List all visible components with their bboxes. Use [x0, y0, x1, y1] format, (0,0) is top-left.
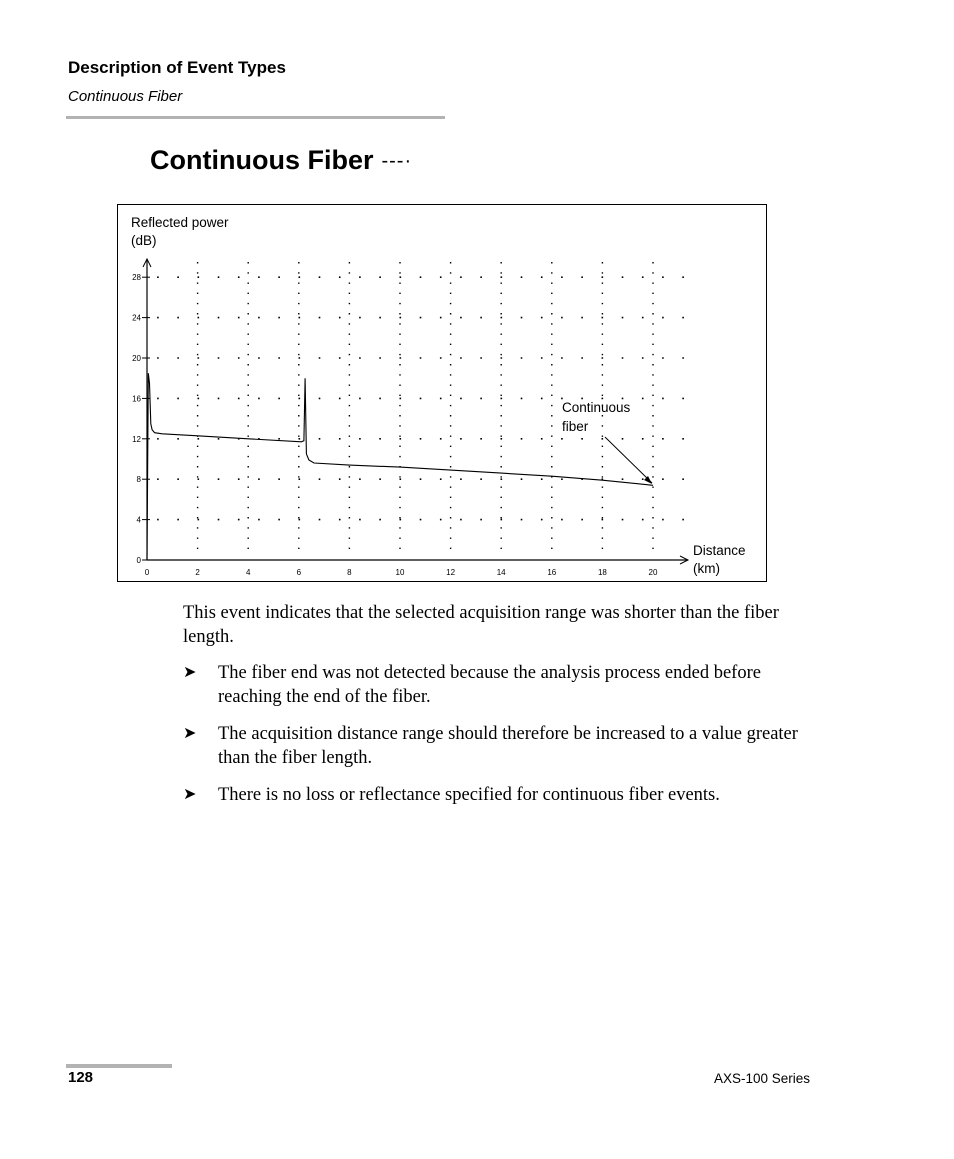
- annotation-pointer: [605, 437, 652, 483]
- continuous-fiber-event-icon: ---·: [381, 150, 413, 173]
- y-tick-label: 12: [132, 434, 141, 444]
- y-tick-label: 20: [132, 354, 141, 363]
- arrow-bullet-icon: ➤: [183, 786, 197, 803]
- arrow-bullet-icon: ➤: [183, 725, 197, 742]
- bullet-text: There is no loss or reflectance specified for continuous fiber events.: [218, 785, 720, 805]
- otdr-trace-figure: [117, 204, 767, 582]
- x-tick-label: 8: [347, 568, 352, 577]
- x-tick-label: 12: [446, 568, 456, 577]
- bullet-text: The acquisition distance range should therefore be increased to a value greater than the fiber length.: [218, 724, 798, 768]
- annotation-line1: Continuous: [562, 400, 631, 415]
- x-tick-label: 6: [296, 568, 302, 577]
- x-tick-label: 20: [648, 568, 658, 577]
- product-series: AXS-100 Series: [714, 1071, 811, 1086]
- y-tick-label: 4: [136, 515, 141, 525]
- x-tick-label: 18: [597, 568, 607, 577]
- x-axis-label-line2: (km): [693, 561, 720, 576]
- y-axis-label: [131, 214, 229, 250]
- bullet-text: The fiber end was not detected because the analysis process ended before reaching the end of the fiber.: [218, 663, 761, 707]
- y-tick-label: 28: [132, 273, 141, 283]
- x-axis-label-line1: Distance: [693, 543, 746, 558]
- otdr-chart: [118, 205, 766, 581]
- x-tick-label: 14: [496, 568, 506, 577]
- subsection-title: Continuous Fiber: [68, 88, 183, 105]
- y-tick-label: 16: [132, 394, 141, 404]
- x-axis-label: [693, 542, 746, 578]
- page-title-text: Continuous Fiber: [150, 145, 374, 175]
- page-title: [150, 145, 412, 176]
- x-tick-label: 4: [245, 568, 251, 577]
- y-axis-label-line2: (dB): [131, 233, 157, 248]
- footer-divider: [66, 1064, 172, 1068]
- intro-paragraph: This event indicates that the selected acquisition range was shorter than the fiber length.: [183, 603, 779, 647]
- section-title: Description of Event Types: [68, 58, 286, 77]
- continuous-fiber-annotation: [562, 398, 630, 436]
- header-divider: [66, 116, 445, 119]
- x-tick-label: 0: [144, 568, 150, 577]
- arrow-bullet-icon: ➤: [183, 664, 197, 681]
- x-tick-label: 10: [395, 568, 405, 577]
- y-tick-label: 8: [136, 475, 141, 485]
- y-tick-label: 0: [136, 556, 141, 565]
- bullet-item: [183, 783, 813, 807]
- bullet-item: [183, 661, 813, 709]
- y-tick-label: 24: [132, 313, 141, 323]
- annotation-arrowhead: [644, 476, 652, 484]
- x-tick-label: 16: [547, 568, 557, 577]
- bullet-item: [183, 722, 813, 770]
- y-axis-label-line1: Reflected power: [131, 215, 229, 230]
- page-number: 128: [68, 1069, 94, 1086]
- annotation-line2: fiber: [562, 419, 589, 434]
- x-tick-label: 2: [195, 568, 200, 577]
